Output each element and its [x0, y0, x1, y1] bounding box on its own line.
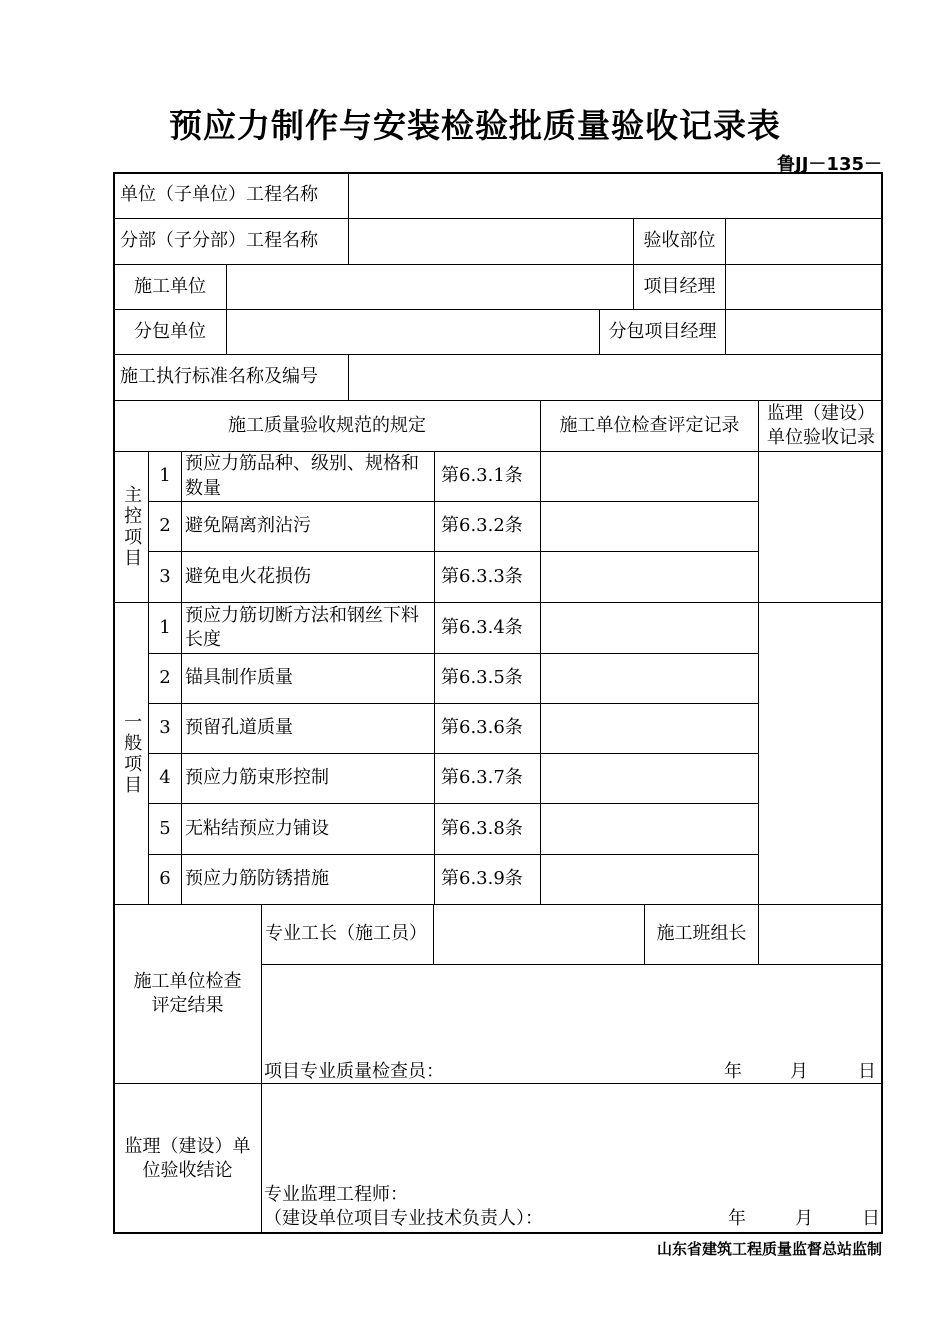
spec-header: 施工质量验收规范的规定	[113, 400, 540, 451]
general-item-no: 1	[148, 602, 181, 653]
general-item-desc: 预应力筋束形控制	[181, 753, 434, 803]
supervision-year: 年	[728, 1208, 746, 1229]
general-item-check-field[interactable]	[540, 854, 758, 904]
subcontract-manager-field[interactable]	[725, 309, 883, 354]
general-item-clause: 第6.3.4条	[434, 602, 540, 653]
foreman-field[interactable]	[433, 904, 644, 964]
supervision-day: 日	[862, 1208, 880, 1229]
standard-field[interactable]	[348, 354, 883, 400]
main-item-clause: 第6.3.1条	[434, 451, 540, 501]
form-title: 预应力制作与安装检验批质量验收记录表	[169, 106, 781, 145]
team-leader-label: 施工班组长	[644, 904, 758, 964]
construction-unit-label: 施工单位	[113, 264, 226, 309]
main-item-clause: 第6.3.2条	[434, 501, 540, 551]
project-manager-label: 项目经理	[633, 264, 725, 309]
unit-project-label: 单位（子单位）工程名称	[113, 172, 348, 218]
form-code: 鲁JJ－135－	[777, 154, 882, 175]
general-item-clause: 第6.3.5条	[434, 653, 540, 703]
sub-project-field[interactable]	[348, 218, 633, 264]
main-item-clause: 第6.3.3条	[434, 551, 540, 602]
general-item-desc: 预应力筋防锈措施	[181, 854, 434, 904]
general-item-check-field[interactable]	[540, 653, 758, 703]
engineer-label: 专业监理工程师：	[264, 1184, 408, 1205]
general-item-check-field[interactable]	[540, 803, 758, 854]
main-item-no: 3	[148, 551, 181, 602]
general-item-clause: 第6.3.9条	[434, 854, 540, 904]
general-item-clause: 第6.3.7条	[434, 753, 540, 803]
construction-year: 年	[724, 1061, 742, 1082]
owner-label: （建设单位项目专业技术负责人）：	[264, 1208, 543, 1229]
main-items-supervision-field[interactable]	[758, 451, 883, 602]
construction-result-label: 施工单位检查评定结果	[113, 904, 261, 1083]
main-item-check-field[interactable]	[540, 501, 758, 551]
subcontract-unit-label: 分包单位	[113, 309, 226, 354]
subcontract-unit-field[interactable]	[226, 309, 599, 354]
general-item-desc: 预留孔道质量	[181, 703, 434, 753]
foreman-label: 专业工长（施工员）	[261, 904, 433, 964]
check-record-header: 施工单位检查评定记录	[540, 400, 758, 451]
general-item-clause: 第6.3.6条	[434, 703, 540, 753]
main-item-no: 1	[148, 451, 181, 501]
standard-label: 施工执行标准名称及编号	[113, 354, 348, 400]
general-item-no: 5	[148, 803, 181, 854]
subcontract-manager-label: 分包项目经理	[599, 309, 725, 354]
construction-month: 月	[790, 1061, 808, 1082]
team-leader-field[interactable]	[758, 904, 883, 964]
supervision-result-label: 监理（建设）单位验收结论	[113, 1083, 261, 1234]
general-item-no: 4	[148, 753, 181, 803]
acceptance-part-label: 验收部位	[633, 218, 725, 264]
supervision-record-header: 监理（建设）单位验收记录	[758, 400, 883, 451]
general-item-check-field[interactable]	[540, 602, 758, 653]
general-item-no: 6	[148, 854, 181, 904]
main-item-no: 2	[148, 501, 181, 551]
general-item-clause: 第6.3.8条	[434, 803, 540, 854]
inspector-label: 项目专业质量检查员：	[264, 1061, 444, 1082]
general-item-check-field[interactable]	[540, 703, 758, 753]
issuer-note: 山东省建筑工程质量监督总站监制	[656, 1240, 882, 1258]
general-item-desc: 无粘结预应力铺设	[181, 803, 434, 854]
project-manager-field[interactable]	[725, 264, 883, 309]
general-item-check-field[interactable]	[540, 753, 758, 803]
sub-project-label: 分部（子分部）工程名称	[113, 218, 348, 264]
main-items-group	[113, 451, 148, 602]
main-items-group-label: 主控项目	[121, 485, 143, 569]
construction-unit-field[interactable]	[226, 264, 633, 309]
main-item-desc: 避免隔离剂沾污	[181, 501, 434, 551]
general-item-desc: 锚具制作质量	[181, 653, 434, 703]
unit-project-field[interactable]	[348, 172, 883, 218]
main-item-check-field[interactable]	[540, 551, 758, 602]
main-item-desc: 预应力筋品种、级别、规格和数量	[181, 451, 434, 501]
general-items-group-label: 一般项目	[121, 711, 143, 796]
general-items-supervision-field[interactable]	[758, 602, 883, 904]
general-item-no: 2	[148, 653, 181, 703]
general-item-desc: 预应力筋切断方法和钢丝下料长度	[181, 602, 434, 653]
supervision-month: 月	[795, 1208, 813, 1229]
construction-day: 日	[858, 1061, 876, 1082]
main-item-desc: 避免电火花损伤	[181, 551, 434, 602]
general-item-no: 3	[148, 703, 181, 753]
acceptance-part-field[interactable]	[725, 218, 883, 264]
main-item-check-field[interactable]	[540, 451, 758, 501]
general-items-group	[113, 602, 148, 904]
